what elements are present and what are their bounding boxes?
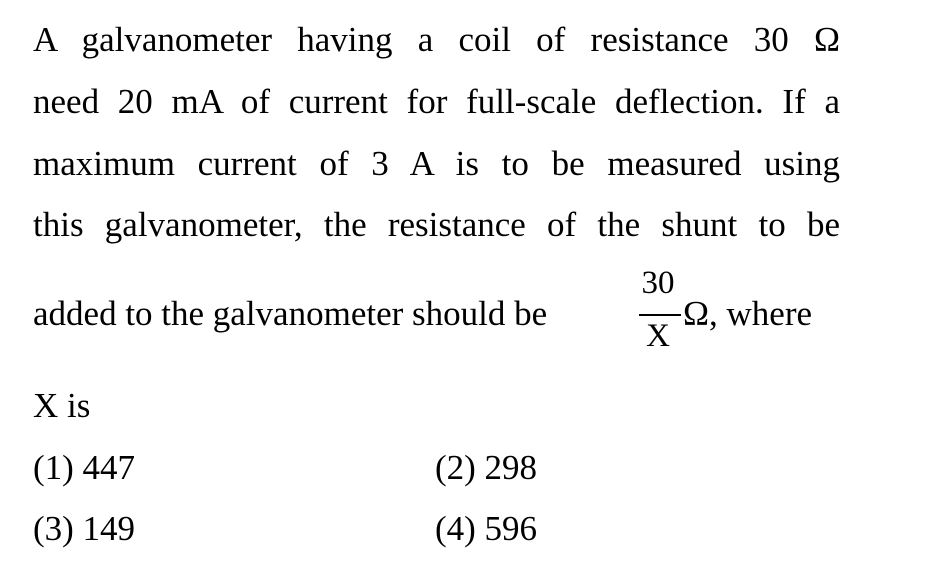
option-2[interactable]: (2) 298 xyxy=(435,448,538,487)
fraction-unit-text: Ω, where xyxy=(683,294,813,333)
question-line-5: added to the galvanometer should be xyxy=(33,294,548,333)
option-4[interactable]: (4) 596 xyxy=(435,509,538,548)
fraction-bar xyxy=(639,314,681,316)
fraction-denominator: X xyxy=(646,318,670,354)
resistance-fraction xyxy=(635,267,681,363)
question-line-2: need 20 mA of current for full-scale deflection. If a xyxy=(33,82,840,121)
fraction-numerator: 30 xyxy=(641,265,675,301)
question-line-4: this galvanometer, the resistance of the shunt to be xyxy=(33,205,840,244)
option-1[interactable]: (1) 447 xyxy=(33,448,136,487)
option-3[interactable]: (3) 149 xyxy=(33,509,136,548)
question-final-line: X is xyxy=(33,386,91,425)
question-line-1: A galvanometer having a coil of resistance 30 Ω xyxy=(33,20,840,59)
question-line-3: maximum current of 3 A is to be measured using xyxy=(33,144,840,183)
